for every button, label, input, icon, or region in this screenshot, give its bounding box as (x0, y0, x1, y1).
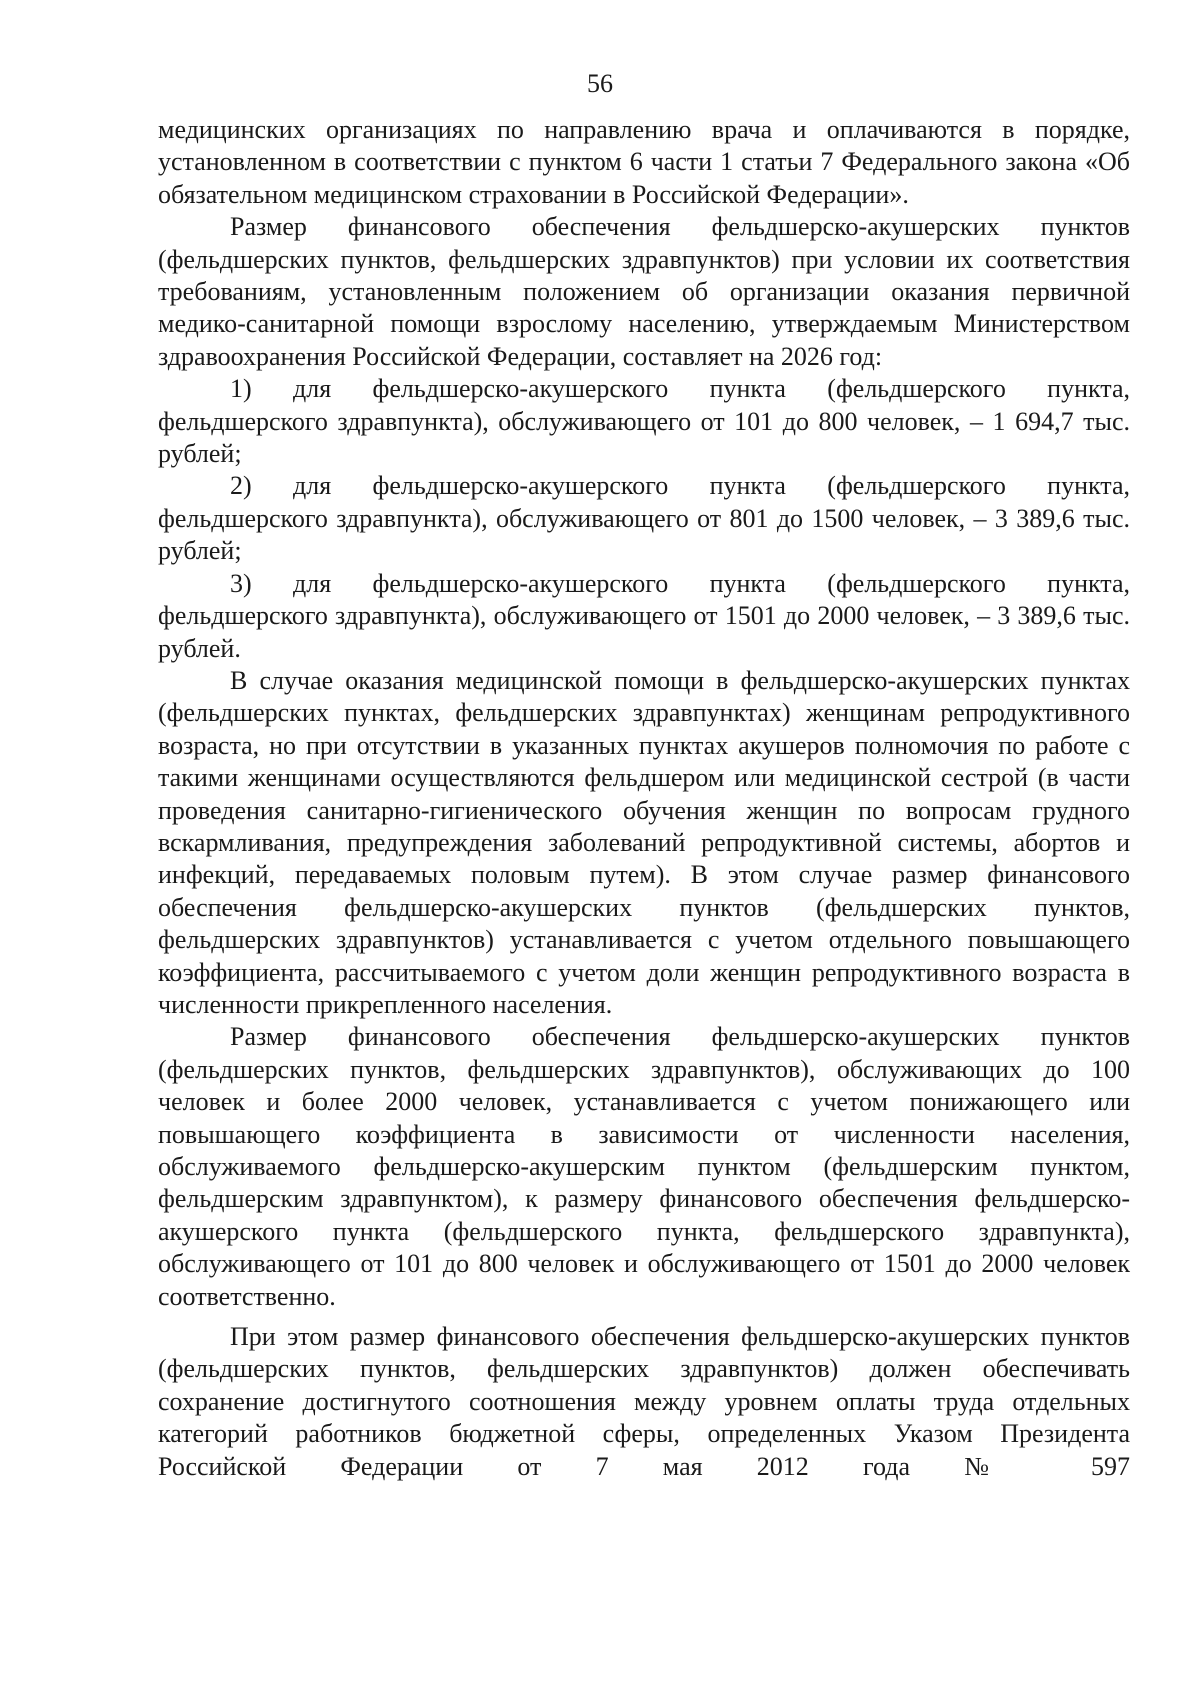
list-item-2: 2) для фельдшерско-акушерского пункта (фельдшерского пункта, фельдшерского здравпункта), обслуживающего от 801 до 1500 человек, – 3 389,6 тыс. рублей; (158, 471, 1130, 566)
document-body (158, 114, 1130, 1483)
list-item-1: 1) для фельдшерско-акушерского пункта (фельдшерского пункта, фельдшерского здравпункта), обслуживающего от 101 до 800 человек, – 1 694,7 тыс. рублей; (158, 374, 1130, 469)
list-item-3: 3) для фельдшерско-акушерского пункта (фельдшерского пункта, фельдшерского здравпункта), обслуживающего от 1501 до 2000 человек, – 3 389,6 тыс. рублей. (158, 568, 1130, 663)
paragraph-continuation: медицинских организациях по направлению врача и оплачиваются в порядке, установленном в соответствии с пунктом 6 части 1 статьи 7 Федерального закона «Об обязательном медицинском страховании в Российской Федерации». (158, 115, 1130, 209)
paragraph-coefficient: Размер финансового обеспечения фельдшерско-акушерских пунктов (фельдшерских пунктов, фельдшерских здравпунктов), обслуживающих до 100 человек и более 2000 человек, устанавливается с учетом понижающего или повышающего коэффициента в зависимости от численности населения, обслуживаемого фельдшерско-акушерским пунктом (фельдшерским пунктом, фельдшерским здравпунктом), к размеру финансового обеспечения фельдшерско-акушерского пункта (фельдшерского пункта, фельдшерского здравпункта), обслуживающего от 101 до 800 человек и обслуживающего от 1501 до 2000 человек соответственно. (158, 1022, 1130, 1311)
paragraph-fap-funding: Размер финансового обеспечения фельдшерско-акушерских пунктов (фельдшерских пунктов, фельдшерских здравпунктов) при условии их соответствия требованиям, установленным положением об организации оказания первичной медико-санитарной помощи взрослому населению, утверждаемым Министерством здравоохранения Российской Федерации, составляет на 2026 год: (158, 212, 1130, 371)
paragraph-reproductive-age: В случае оказания медицинской помощи в фельдшерско-акушерских пунктах (фельдшерских пунктах, фельдшерских здравпунктах) женщинам репродуктивного возраста, но при отсутствии в указанных пунктах акушеров полномочия по работе с такими женщинами осуществляются фельдшером или медицинской сестрой (в части проведения санитарно-гигиенического обучения женщин по вопросам грудного вскармливания, предупреждения заболеваний репродуктивной системы, абортов и инфекций, передаваемых половым путем). В этом случае размер финансового обеспечения фельдшерско-акушерских пунктов (фельдшерских пунктов, фельдшерских здравпунктов) устанавливается с учетом отдельного повышающего коэффициента, рассчитываемого с учетом доли женщин репродуктивного возраста в численности прикрепленного населения. (158, 665, 1130, 1019)
page-number: 56 (587, 69, 613, 98)
paragraph-salary-ratio: При этом размер финансового обеспечения фельдшерско-акушерских пунктов (фельдшерских пунктов, фельдшерских здравпунктов) должен обеспечивать сохранение достигнутого соотношения между уровнем оплаты труда отдельных категорий работников бюджетной сферы, определенных Указом Президента Российской Федерации от 7 мая 2012 года № 597 (158, 1322, 1130, 1481)
